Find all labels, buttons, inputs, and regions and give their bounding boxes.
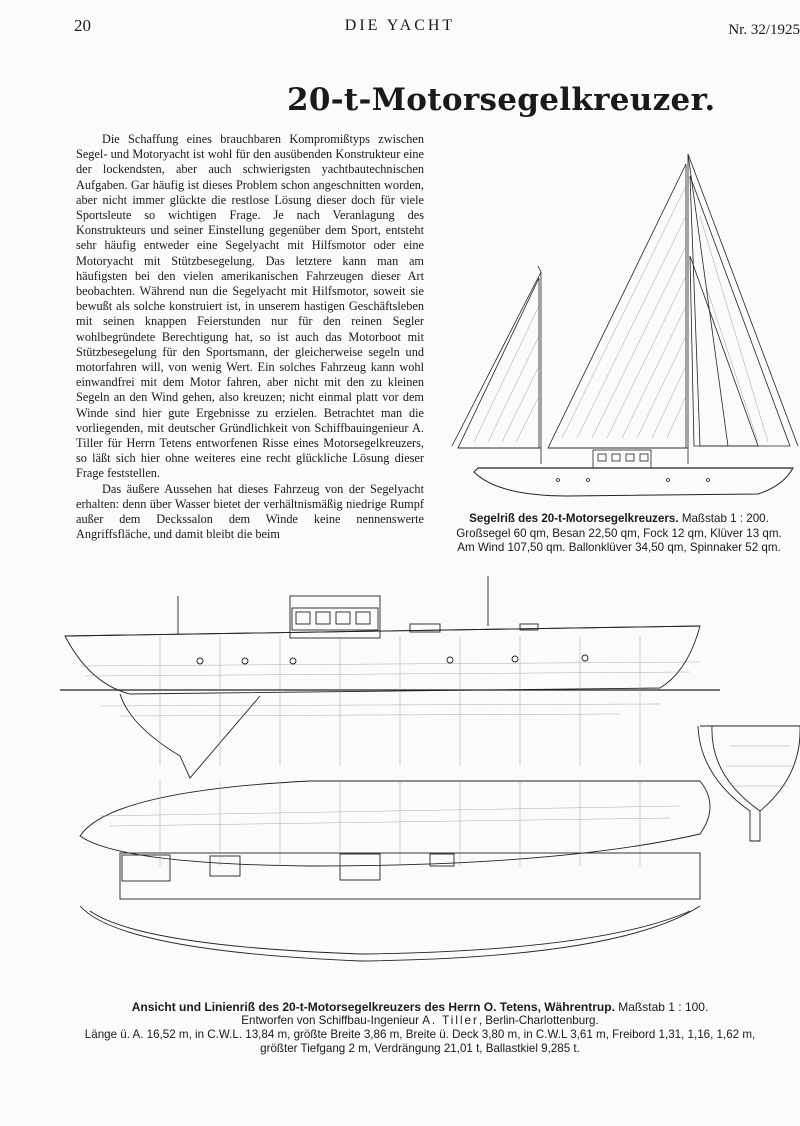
sail-plan-caption xyxy=(438,512,800,556)
designer-suffix: , Berlin-Charlottenburg. xyxy=(478,1014,599,1027)
sail-caption-title: Segelriß des 20-t-Motorsegelkreuzers. xyxy=(469,512,679,525)
lines-caption-designer xyxy=(40,1014,800,1028)
sail-plan-drawing xyxy=(438,146,800,510)
page-number: 20 xyxy=(74,16,91,35)
journal-title: DIE YACHT xyxy=(344,17,456,34)
designer-name: A. Tiller xyxy=(422,1014,479,1027)
lines-caption-title: Ansicht und Linienriß des 20-t-Motorsegelkreuzers des Herrn O. Tetens, Währentrup. xyxy=(131,1000,615,1014)
lines-plan-drawing xyxy=(60,566,800,986)
issue-number: Nr. 32/1925 xyxy=(728,22,800,38)
lines-caption-scale: Maßstab 1 : 100. xyxy=(618,1000,709,1014)
lines-caption-dimensions: größter Tiefgang 2 m, Verdrängung 21,01 t, Ballastkiel 9,285 t. xyxy=(260,1042,580,1055)
lines-caption-dimensions: Länge ü. A. 16,52 m, in C.W.L. 13,84 m, größte Breite 3,86 m, Breite ü. Deck 3,80 m, in C.W.L 3,61 m, Freibord 1,31, 1,16, 1,62 m, xyxy=(84,1028,756,1041)
sail-caption-scale: Maßstab 1 : 200. xyxy=(681,512,769,525)
sail-caption-title-line xyxy=(438,512,800,527)
article-body xyxy=(76,132,424,542)
designer-prefix: Entworfen von Schiffbau-Ingenieur xyxy=(241,1014,419,1027)
sail-caption-line: Am Wind 107,50 qm. Ballonklüver 34,50 qm, Spinnaker 52 qm. xyxy=(457,541,781,554)
article-paragraph: Die Schaffung eines brauchbaren Kompromißtyps zwischen Segel- und Motoryacht ist wohl für den ausübenden Konstrukteur eine der lockendsten, aber auch schwierigsten yachtbautechnischen Aufgaben. Gar häufig ist dieses Problem schon angeschnitten worden, aber nicht immer glückte die restlose Lösung dieser doch für viele Sportsleute so wichtigen Frage. Je nach Veranlagung des Konstrukteurs und seiner Einstellung gegenüber dem Sport, entsteht sehr häufig entweder eine Segelyacht mit Hilfsmotor oder eine Motoryacht mit Stützbesegelung. Das letztere kann man am häufigsten bei den vielen amerikanischen Fahrzeugen dieser Art beobachten. Während nun die Segelyacht mit Hilfsmotor, soweit sie bewußt als solche konstruiert ist, in unserem hastigen Geschäftsleben mit seinen knappen Feierstunden nur für den reinen Segler wohlbegründete Berechtigung hat, so ist auch das Motorboot mit Stützbesegelung für den Sportsmann, der gleicherweise segeln und motorfahren will, von wenig Wert. Ein solches Fahrzeug kann wohl einwandfrei mit dem Motor fahren, aber nicht mit den zu kleinen Segeln an den Wind gehen, also kreuzen; nicht einmal platt vor dem Winde sind hier gute Ergebnisse zu erzielen. Betrachtet man die vorliegenden, mit deutscher Gründlichkeit von Schiffbauingenieur A. Tiller für Herrn Tetens entworfenen Risse eines Motorsegelkreuzers, so läßt sich hier ohne weiteres eine recht glückliche Lösung dieser Frage feststellen. xyxy=(76,132,424,481)
lines-plan-caption xyxy=(40,1000,800,1056)
article-paragraph: Das äußere Aussehen hat dieses Fahrzeug von der Segelyacht erhalten: denn über Wasser bietet der verhältnismäßig niedrige Rumpf außer dem Deckssalon dem Winde keine nennenswerte Angriffsfläche, und damit bleibt die beim xyxy=(76,481,424,542)
article-title: 20-t-Motorsegelkreuzer. xyxy=(287,82,716,118)
lines-caption-title-line xyxy=(40,1000,800,1014)
sail-caption-line: Großsegel 60 qm, Besan 22,50 qm, Fock 12 qm, Klüver 13 qm. xyxy=(456,526,782,540)
